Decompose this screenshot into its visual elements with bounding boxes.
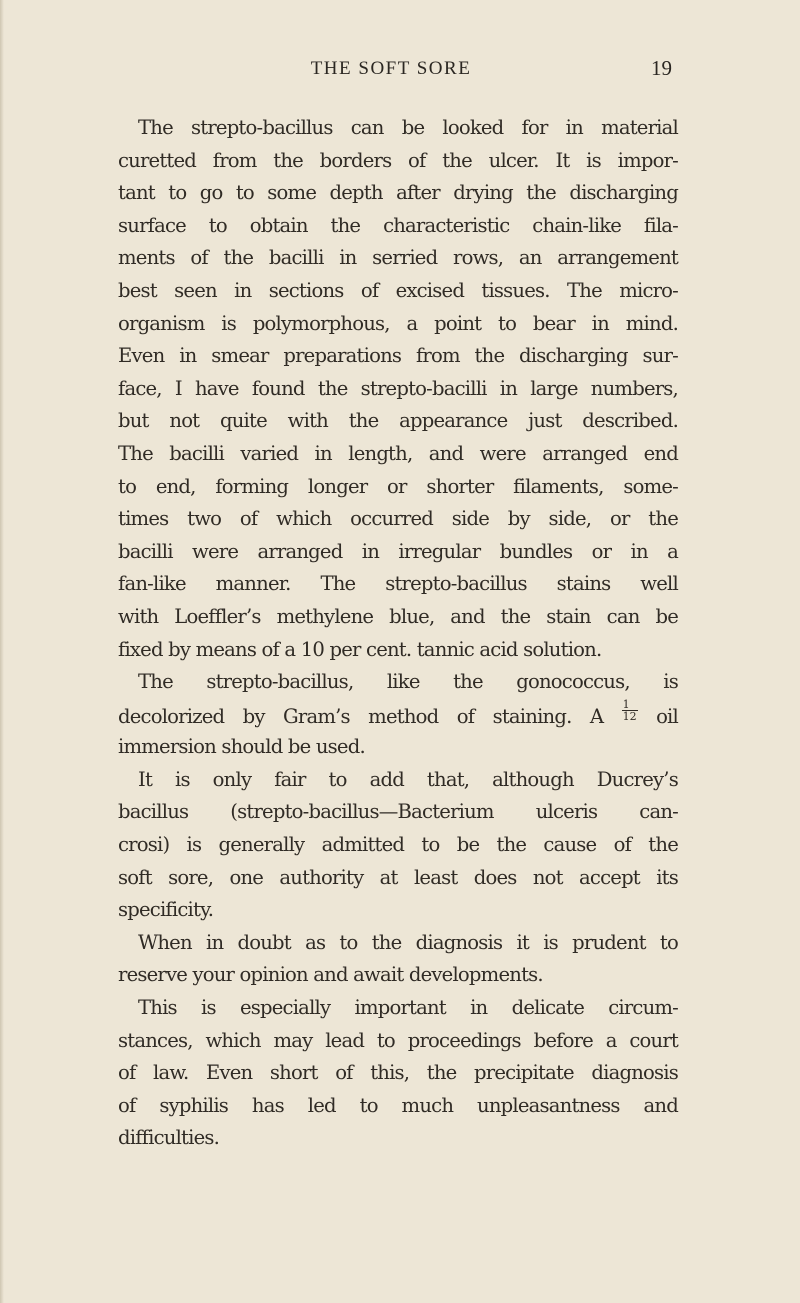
fraction-numerator: 1 [622, 699, 638, 711]
fraction-denominator: 12 [622, 709, 637, 723]
text-line: organism is polymorphous, a point to bear in mind. [118, 311, 678, 335]
text-line: bacilli were arranged in irregular bundles or in a [118, 539, 678, 563]
text-line: When in doubt as to the diagnosis it is prudent to [138, 930, 678, 954]
text-line: face, I have found the strepto-bacilli in large numbers, [118, 376, 678, 400]
text-line: ments of the bacilli in serried rows, an arrangement [118, 246, 678, 270]
text-line: best seen in sections of excised tissues. The micro- [118, 278, 678, 302]
text-fragment: decolorized by Gram’s method of staining. A [118, 704, 604, 728]
text-line: bacillus (strepto-bacillus—Bacterium ulceris can- [118, 800, 678, 824]
text-line: difficulties. [118, 1126, 220, 1150]
text-line: reserve your opinion and await developments. [118, 963, 543, 987]
text-line: immersion should be used. [118, 735, 365, 759]
text-line: Even in smear preparations from the discharging sur- [118, 344, 678, 368]
running-head [110, 58, 672, 88]
page-gutter-shadow [0, 0, 4, 1303]
text-line: of syphilis has led to much unpleasantness and [118, 1093, 678, 1117]
text-line: fan-like manner. The strepto-bacillus stains well [118, 572, 678, 596]
text-line-with-fraction [118, 699, 678, 732]
text-line: The bacilli varied in length, and were arranged end [118, 441, 678, 465]
text-line: crosi) is generally admitted to be the cause of the [118, 833, 678, 857]
running-title: THE SOFT SORE [310, 58, 472, 79]
text-line: The strepto-bacillus, like the gonococcus, is [138, 670, 678, 694]
text-line: stances, which may lead to proceedings before a court [118, 1028, 678, 1052]
body-text [118, 112, 678, 1155]
text-line: It is only fair to add that, although Ducrey’s [138, 767, 678, 791]
text-fragment: oil [656, 704, 678, 728]
text-line: times two of which occurred side by side, or the [118, 507, 678, 531]
text-line: surface to obtain the characteristic chain-like fila- [118, 213, 678, 237]
text-line: with Loeffler’s methylene blue, and the stain can be [118, 604, 678, 628]
text-line: soft sore, one authority at least does not accept its [118, 865, 678, 889]
text-line: of law. Even short of this, the precipitate diagnosis [118, 1061, 678, 1085]
text-line: specificity. [118, 898, 214, 922]
text-line: but not quite with the appearance just described. [118, 409, 678, 433]
fraction [622, 699, 638, 722]
text-line: The strepto-bacillus can be looked for in material [138, 116, 678, 139]
text-line: fixed by means of a 10 per cent. tannic acid solution. [118, 637, 602, 661]
page-number: 19 [651, 56, 672, 80]
text-line: curetted from the borders of the ulcer. It is impor- [118, 148, 678, 172]
text-line: tant to go to some depth after drying the discharging [118, 181, 678, 205]
text-line: to end, forming longer or shorter filaments, some- [118, 474, 678, 498]
text-line: This is especially important in delicate circum- [138, 996, 678, 1020]
